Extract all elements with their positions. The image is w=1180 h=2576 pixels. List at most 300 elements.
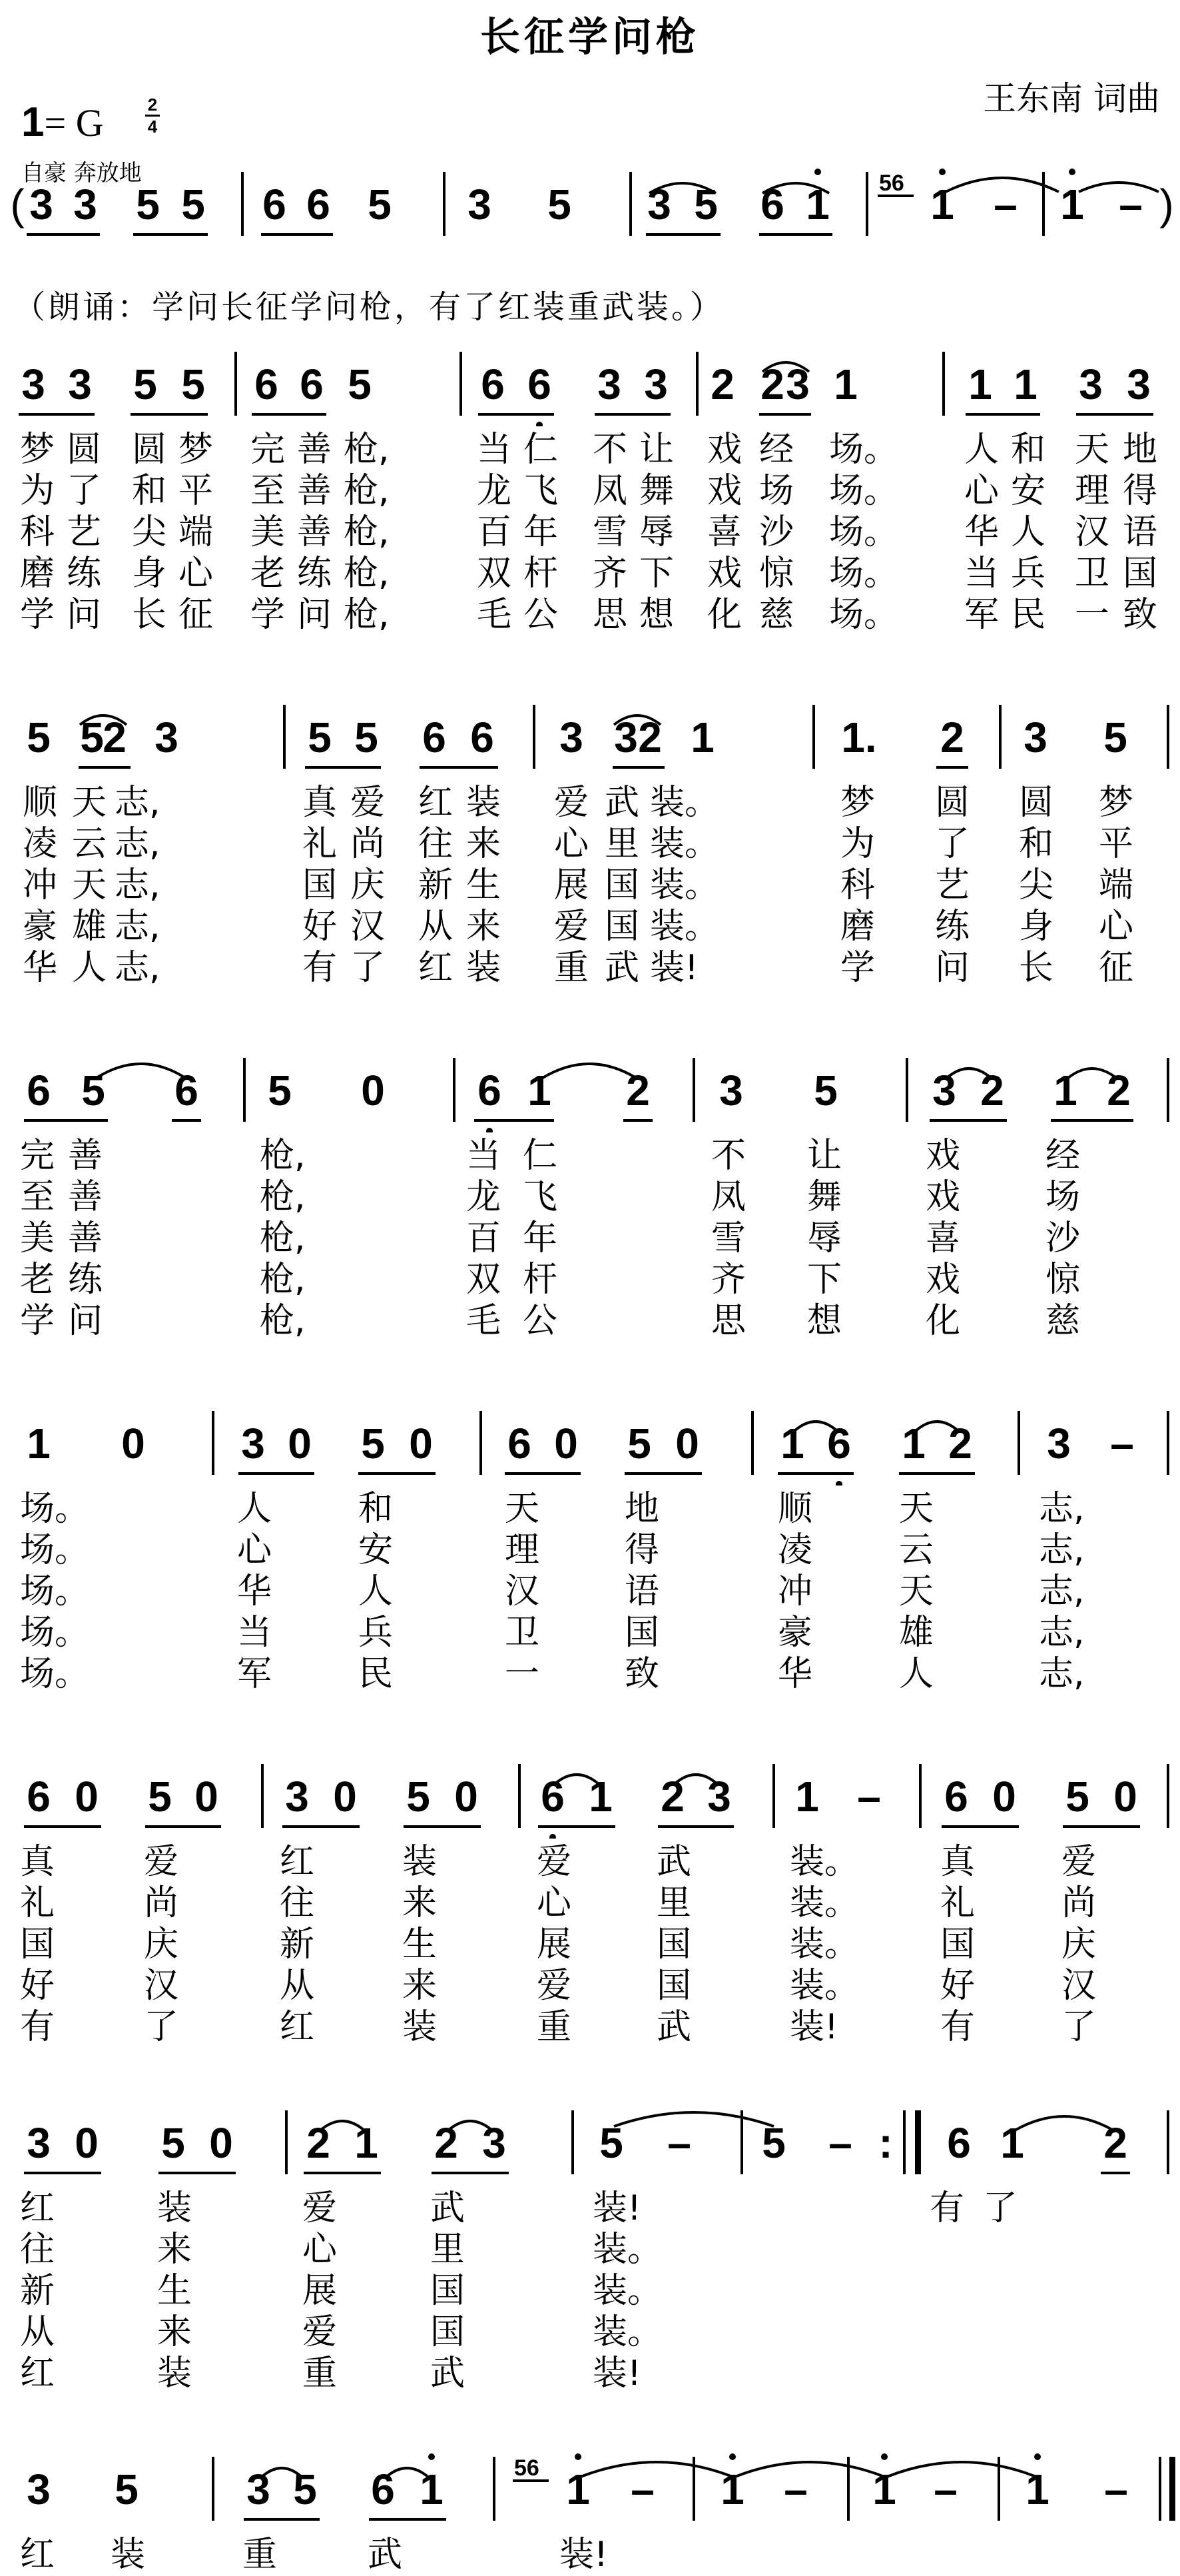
note: 2 [1107,1067,1131,1114]
lyric-syllable: 志, [115,948,160,988]
lyric-syllable: 戏 [707,554,742,594]
lyric-syllable: 理 [1075,471,1110,511]
lyric-syllable: 地 [1123,430,1158,470]
note: 1 [1060,181,1084,228]
lyrics-verse-1 [0,2180,1180,2228]
lyric-syllable: 来 [402,1966,438,2006]
lyric-syllable: 身 [132,554,167,594]
lyrics-verse-4 [0,2304,1180,2352]
lyric-syllable: 平 [1099,824,1134,864]
note: 5 [762,2119,786,2167]
recitation-text: （朗诵：学问长征学问枪，有了红装重武装。） [13,288,725,326]
lyric-syllable: 国 [430,2312,465,2352]
lyric-syllable: 有 [20,2007,55,2047]
lyric-syllable: 善 [68,1218,103,1258]
lyric-syllable: 人 [72,948,107,988]
lyric-syllable: 装! [593,2354,641,2393]
lyric-syllable: 想 [639,595,675,635]
lyric-syllable: 戏 [707,430,742,470]
note: 0 [554,1420,578,1468]
lyric-syllable: 天 [505,1489,540,1529]
lyric-syllable: 艺 [67,512,102,552]
lyric-syllable: 国 [605,907,640,947]
lyric-syllable: 下 [807,1260,842,1300]
lyric-syllable: 来 [157,2230,192,2270]
note: 1 [1014,360,1037,408]
lyric-syllable: 兵 [358,1613,394,1653]
lyric-syllable: 人 [1011,512,1046,552]
lyric-syllable: 当 [466,1136,501,1176]
lyric-syllable: 百 [477,512,512,552]
lyrics-ending [0,2526,1180,2575]
lyric-syllable: 雄 [72,907,107,947]
lyric-syllable: 圆 [1019,783,1054,823]
lyric-syllable: 往 [418,824,453,864]
note: 1 [691,713,715,761]
note: 5 [308,713,332,761]
lyric-syllable: 重 [242,2535,278,2575]
lyric-syllable: 场 [1045,1177,1081,1217]
note: 5 [694,181,718,228]
lyric-syllable: 心 [178,554,214,594]
lyric-syllable: 雪 [593,512,628,552]
note: : [878,2119,893,2167]
note: 2 [711,360,735,408]
lyric-syllable: 枪, [260,1260,306,1300]
lyric-syllable: 礼 [20,1883,55,1923]
note: 3 [932,1067,956,1114]
lyric-syllable: 科 [840,865,876,905]
lyric-syllable: 枪, [344,430,390,470]
lyric-syllable: 毛 [477,595,512,635]
lyric-syllable: 庆 [144,1925,179,1964]
lyric-syllable: 美 [20,1218,55,1258]
lyric-syllable: 场。 [829,471,899,511]
lyric-syllable: 下 [639,554,675,594]
lyric-syllable: 装。 [650,865,720,905]
lyric-syllable: 新 [280,1925,315,1964]
lyric-syllable: 国 [625,1613,660,1653]
note: 1 [834,360,858,408]
lyric-syllable: 装 [157,2354,192,2393]
lyric-syllable: 戏 [926,1177,961,1217]
lyric-syllable: 装 [402,2007,438,2047]
lyric-syllable: 场。 [829,554,899,594]
lyric-syllable: 爱 [302,2312,338,2352]
lyric-syllable: 当 [477,430,512,470]
lyric-syllable: 志, [1039,1654,1085,1694]
note: 3 [786,360,810,408]
note: 5 [547,181,571,228]
lyric-syllable: 豪 [23,907,58,947]
note: ( [10,181,25,228]
lyric-syllable: 爱 [537,1966,572,2006]
lyric-syllable: 语 [625,1571,660,1611]
note: 2 [661,1773,685,1821]
lyric-syllable: 飞 [523,471,559,511]
note: 1 [806,181,830,228]
lyric-syllable: 善 [297,512,332,552]
note: 6 [300,360,324,408]
note: 3 [29,181,53,228]
lyric-syllable: 天 [72,865,107,905]
lyric-syllable: 武 [430,2354,465,2393]
lyric-syllable: 善 [68,1177,103,1217]
note: 3 [73,181,97,228]
lyric-syllable: 人 [237,1489,272,1529]
lyric-syllable: 枪, [344,512,390,552]
lyric-syllable: 了 [350,948,386,988]
grace-note: 56 [514,2455,539,2481]
lyric-syllable: 装! [593,2188,641,2228]
note: 3 [719,1067,743,1114]
lyric-syllable: 汉 [144,1966,179,2006]
lyric-syllable: 练 [935,907,970,947]
lyric-syllable: 爱 [554,907,589,947]
note: 5 [368,181,392,228]
note: 2 [306,2119,330,2167]
lyric-syllable: 卫 [1075,554,1110,594]
note: 3 [482,2119,506,2167]
note: 6 [944,1773,968,1821]
lyrics-verse-5 [0,1645,1180,1694]
lyric-syllable: 人 [899,1654,934,1694]
lyric-syllable: 凤 [711,1177,746,1217]
lyric-syllable: 红 [20,2188,55,2228]
note: 0 [454,1773,478,1821]
note: 3 [1079,360,1103,408]
note: 6 [254,360,278,408]
lyric-syllable: 志, [115,824,160,864]
lyrics-verse-5 [0,1292,1180,1341]
note: 6 [27,1773,51,1821]
lyric-syllable: 来 [402,1883,438,1923]
lyric-syllable: 爱 [554,783,589,823]
lyric-syllable: 志, [115,907,160,947]
lyric-syllable: 和 [358,1489,394,1529]
note: 6 [827,1420,851,1468]
lyric-syllable: 年 [523,512,559,552]
note: 1 [566,2465,590,2513]
lyric-syllable: 里 [657,1883,692,1923]
lyric-syllable: 武 [605,948,640,988]
lyric-syllable: 美 [250,512,286,552]
notation-marks [0,2105,1180,2185]
lyric-syllable: 庆 [350,865,386,905]
lyric-syllable: 让 [807,1136,842,1176]
lyric-syllable: 好 [940,1966,976,2006]
lyrics-verse-2 [0,2221,1180,2270]
lyrics-verse-2 [0,462,1180,511]
lyric-syllable: 征 [1099,948,1134,988]
lyric-syllable: 年 [523,1218,558,1258]
notation-marks [0,1406,1180,1486]
note: 5 [161,2119,185,2167]
lyric-syllable: 了 [1061,2007,1097,2047]
note: 6 [174,1067,198,1114]
key-eq: = [44,101,67,145]
note: 6 [527,360,551,408]
lyric-syllable: 装 [466,783,501,823]
lyric-syllable: 装。 [650,783,720,823]
lyric-syllable: 圆 [67,430,102,470]
note: 1 [1026,2465,1049,2513]
note: 0 [409,1420,433,1468]
note: 1 [527,1067,551,1114]
note: 2 [940,713,964,761]
lyric-syllable: 生 [157,2271,192,2311]
note: 1 [968,360,992,408]
lyric-syllable: 场。 [829,430,899,470]
key-note: G [75,101,104,145]
lyric-syllable: 喜 [926,1218,961,1258]
lyric-syllable: 心 [964,471,1000,511]
note: 0 [75,2119,99,2167]
lyric-syllable: 龙 [466,1177,501,1217]
lyric-syllable: 装。 [650,824,720,864]
lyric-syllable: 艺 [935,865,970,905]
lyric-syllable: 了 [144,2007,179,2047]
lyric-syllable: 国 [940,1925,976,1964]
lyric-syllable: 辱 [639,512,675,552]
lyric-syllable: 红 [280,2007,315,2047]
lyric-syllable: 梦 [1099,783,1134,823]
lyric-syllable: 天 [899,1571,934,1611]
lyric-syllable: 装! [790,2007,838,2047]
note: 1 [902,1420,926,1468]
note: 5 [354,713,378,761]
lyric-syllable: 国 [430,2271,465,2311]
lyric-syllable: 公 [523,1301,558,1341]
note: – [667,2119,691,2167]
lyric-syllable: 得 [625,1530,660,1570]
lyric-syllable: 尖 [1019,865,1054,905]
lyric-syllable: 红 [418,948,453,988]
lyric-syllable: 地 [625,1489,660,1529]
lyric-syllable: 安 [358,1530,394,1570]
lyric-syllable: 尚 [144,1883,179,1923]
lyrics-verse-1 [0,1127,1180,1176]
lyric-syllable: 致 [625,1654,660,1694]
lyric-syllable: 装! [559,2535,608,2575]
note: 3 [285,1773,309,1821]
lyric-syllable: 龙 [477,471,512,511]
lyric-syllable: 雄 [899,1613,934,1653]
lyric-syllable: 杆 [523,554,559,594]
note: 5 [27,713,51,761]
lyric-syllable: 善 [297,430,332,470]
note: 1 [930,181,954,228]
note: 0 [121,1420,145,1468]
lyrics-verse-2 [0,1875,1180,1923]
note: 3 [68,360,92,408]
note: 3 [241,1420,265,1468]
lyric-syllable: 征 [178,595,214,635]
lyric-syllable: 红 [20,2535,55,2575]
lyric-syllable: 爱 [1061,1842,1097,1882]
note: 6 [947,2119,971,2167]
lyric-syllable: 喜 [707,512,742,552]
lyric-syllable: 一 [505,1654,540,1694]
lyric-syllable: 理 [505,1530,540,1570]
lyric-syllable: 军 [964,595,1000,635]
lyric-syllable: 得 [1123,471,1158,511]
lyric-syllable: 慈 [1045,1301,1081,1341]
lyric-syllable: 长 [132,595,167,635]
lyric-syllable: 科 [20,512,55,552]
lyric-syllable: 枪, [260,1301,306,1341]
lyric-syllable: 和 [1019,824,1054,864]
lyric-syllable: 华 [778,1654,813,1694]
note: – [828,2119,852,2167]
lyrics-verse-2 [0,1521,1180,1570]
note: 2 [1103,2119,1127,2167]
lyric-syllable: 新 [418,865,453,905]
note: 2 [760,360,784,408]
note: 5 [599,2119,623,2167]
lyrics-verse-5 [0,1998,1180,2047]
note: 1 [420,2465,443,2513]
lyric-syllable: 舞 [807,1177,842,1217]
lyric-syllable: 凌 [23,824,58,864]
note: 3 [27,2465,51,2513]
note: 6 [422,713,446,761]
lyric-syllable: 场。 [20,1530,90,1570]
lyric-syllable: 从 [280,1966,315,2006]
lyric-syllable: 尖 [132,512,167,552]
note: 6 [481,360,505,408]
lyric-syllable: 仁 [523,430,559,470]
note: 3 [1047,1420,1071,1468]
note: 0 [1113,1773,1137,1821]
lyric-syllable: 豪 [778,1613,813,1653]
note: 3 [154,713,178,761]
lyric-syllable: 枪, [260,1218,306,1258]
lyric-syllable: 军 [237,1654,272,1694]
note: 3 [21,360,45,408]
lyric-syllable: 学 [20,595,55,635]
lyric-syllable: 惊 [759,554,794,594]
note: – [784,2465,808,2513]
note: 1 [872,2465,896,2513]
lyric-syllable: 生 [466,865,501,905]
lyric-syllable: 圆 [132,430,167,470]
lyric-syllable: 练 [67,554,102,594]
lyric-syllable: 雪 [711,1218,746,1258]
note: 0 [288,1420,312,1468]
lyric-syllable: 天 [72,783,107,823]
lyric-syllable: 人 [964,430,1000,470]
note: 0 [361,1067,385,1114]
lyric-syllable: 有 [930,2188,965,2228]
lyric-syllable: 武 [657,1842,692,1882]
time-signature [145,95,160,137]
note: 1 [27,1420,51,1468]
lyric-syllable: 华 [964,512,1000,552]
lyrics-verse-1 [0,774,1180,823]
lyric-syllable: 礼 [302,824,338,864]
note: 3 [707,1773,731,1821]
lyrics-verse-4 [0,898,1180,947]
note: 0 [75,1773,99,1821]
note: 0 [209,2119,233,2167]
lyric-syllable: 凌 [778,1530,813,1570]
lyric-syllable: 不 [593,430,628,470]
note: 1 [721,2465,744,2513]
key-signature [21,99,104,146]
time-bottom: 4 [147,117,158,137]
author-credit: 王东南 词曲 [983,79,1160,118]
note: 1 [780,1420,804,1468]
lyric-syllable: 装! [650,948,699,988]
note: 3 [647,181,671,228]
lyric-syllable: 和 [132,471,167,511]
lyrics-verse-5 [0,586,1180,635]
lyric-syllable: 武 [368,2535,403,2575]
lyric-syllable: 装。 [593,2312,663,2352]
lyric-syllable: 为 [840,824,876,864]
lyric-syllable: 至 [20,1177,55,1217]
lyric-syllable: 从 [418,907,453,947]
note: 5 [81,1067,105,1114]
lyric-syllable: 民 [358,1654,394,1694]
note: 0 [333,1773,357,1821]
lyric-syllable: 化 [926,1301,961,1341]
lyric-syllable: 武 [430,2188,465,2228]
song-title: 长征学问枪 [480,14,700,61]
lyric-syllable: 武 [657,2007,692,2047]
lyric-syllable: 真 [20,1842,55,1882]
lyric-syllable: 有 [940,2007,976,2047]
lyric-syllable: 凤 [593,471,628,511]
lyric-syllable: 学 [250,595,286,635]
lyrics-verse-2 [0,1168,1180,1217]
lyric-syllable: 沙 [759,512,794,552]
lyric-syllable: 云 [72,824,107,864]
lyric-syllable: 戏 [707,471,742,511]
lyric-syllable: 国 [605,865,640,905]
lyric-syllable: 国 [302,865,338,905]
lyric-syllable: 齐 [711,1260,746,1300]
note: 3 [644,360,668,408]
lyric-syllable: 让 [639,430,675,470]
notation-marks [0,1759,1180,1839]
lyric-syllable: 里 [605,824,640,864]
note: 2 [980,1067,1004,1114]
lyrics-verse-1 [0,421,1180,470]
lyric-syllable: 新 [20,2271,55,2311]
note: 5 [361,1420,385,1468]
lyric-syllable: 顺 [778,1489,813,1529]
lyric-syllable: 了 [983,2188,1018,2228]
lyrics-verse-2 [0,815,1180,864]
lyric-syllable: 至 [250,471,286,511]
lyrics-verse-1 [0,1480,1180,1529]
lyric-syllable: 重 [537,2007,572,2047]
lyrics-verse-3 [0,1210,1180,1258]
note: 5 [293,2465,317,2513]
lyric-syllable: 毛 [466,1301,501,1341]
lyric-syllable: 场。 [20,1489,90,1529]
lyric-syllable: 完 [250,430,286,470]
note: 5 [136,181,160,228]
key-one: 1 [21,99,45,145]
lyrics-verse-4 [0,1604,1180,1653]
note: 3 [1127,360,1151,408]
lyric-syllable: 惊 [1045,1260,1081,1300]
lyric-syllable: 装 [157,2188,192,2228]
lyric-syllable: 天 [1075,430,1110,470]
